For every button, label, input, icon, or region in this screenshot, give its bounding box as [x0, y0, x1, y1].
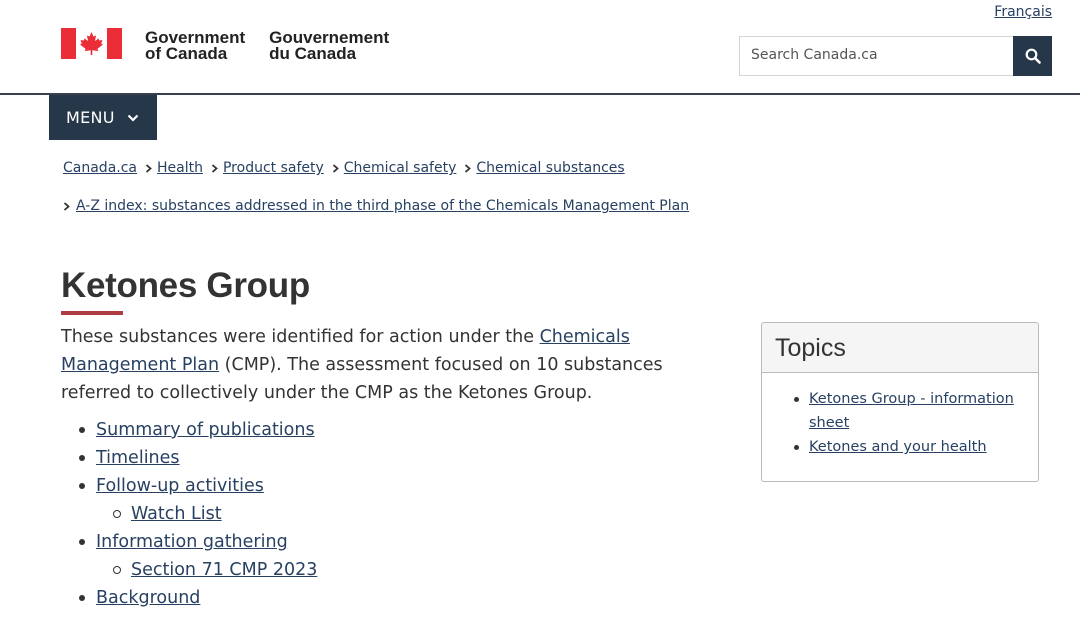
language-toggle-link[interactable]: Français	[994, 4, 1052, 20]
brand-french-line1: Gouvernement	[269, 28, 390, 47]
ketones-health-link[interactable]: Ketones and your health	[809, 439, 987, 455]
chevron-right-icon	[211, 164, 218, 173]
timelines-link[interactable]: Timelines	[96, 448, 180, 468]
information-gathering-link[interactable]: Information gathering	[96, 532, 288, 552]
topics-list	[762, 373, 1038, 459]
bullet	[794, 445, 799, 450]
bullet	[79, 539, 85, 545]
bullet	[79, 483, 85, 489]
bullet	[79, 427, 85, 433]
content-link-list	[96, 416, 317, 612]
header-divider	[0, 93, 1080, 95]
breadcrumb-product-safety[interactable]: Product safety	[222, 160, 324, 176]
bullet	[79, 595, 85, 601]
brand-french-line2: du Canada	[269, 44, 357, 63]
breadcrumb-chemical-safety[interactable]: Chemical safety	[343, 160, 457, 176]
chevron-right-icon	[145, 164, 152, 173]
topics-panel	[761, 322, 1039, 482]
list-item	[809, 435, 1038, 459]
chevron-right-icon	[63, 202, 70, 211]
chevron-down-icon	[127, 114, 139, 122]
background-link[interactable]: Background	[96, 588, 201, 608]
intro-text-start: These substances were identified for action under the	[61, 327, 540, 347]
brand-french	[269, 30, 389, 62]
bullet	[79, 455, 85, 461]
list-item	[96, 444, 317, 472]
watch-list-link[interactable]: Watch List	[131, 504, 222, 524]
chemicals-management-plan-link[interactable]: Chemicals Management Plan	[61, 327, 630, 375]
list-item	[96, 416, 317, 444]
breadcrumb-canada[interactable]: Canada.ca	[63, 160, 137, 176]
brand-english-line1: Government	[145, 28, 246, 47]
bullet	[794, 397, 799, 402]
search-button[interactable]	[1013, 36, 1052, 76]
list-item	[96, 472, 317, 500]
list-item	[96, 584, 317, 612]
bullet	[113, 566, 121, 574]
section-71-link[interactable]: Section 71 CMP 2023	[131, 560, 318, 580]
intro-paragraph	[61, 323, 721, 407]
topics-heading: Topics	[762, 323, 1038, 373]
government-of-canada-signature[interactable]	[61, 28, 389, 62]
list-item	[96, 528, 317, 556]
chevron-right-icon	[332, 164, 339, 173]
breadcrumb-health[interactable]: Health	[157, 160, 203, 176]
breadcrumb-row-2	[63, 198, 689, 214]
chevron-right-icon	[464, 164, 471, 173]
brand-english-line2: of Canada	[145, 44, 228, 63]
menu-button[interactable]	[49, 95, 157, 140]
canada-flag-icon	[61, 28, 122, 59]
list-item	[131, 500, 317, 528]
page-title: Ketones Group	[61, 266, 310, 305]
ketones-info-sheet-link[interactable]: Ketones Group - information sheet	[809, 391, 1014, 431]
list-item	[809, 387, 1024, 435]
list-item	[131, 556, 317, 584]
follow-up-activities-link[interactable]: Follow-up activities	[96, 476, 264, 496]
title-underline	[61, 311, 123, 315]
breadcrumb-chemical-substances[interactable]: Chemical substances	[476, 160, 625, 176]
search-icon	[1025, 48, 1041, 64]
menu-label: MENU	[66, 108, 115, 127]
summary-of-publications-link[interactable]: Summary of publications	[96, 420, 315, 440]
search-input[interactable]: Search Canada.ca	[739, 36, 1013, 76]
bullet	[113, 510, 121, 518]
breadcrumb	[63, 160, 625, 176]
intro-text-end: (CMP). The assessment focused on 10 substances referred to collectively under the CMP as the Ketones Group.	[61, 355, 663, 403]
brand-english	[145, 30, 245, 62]
breadcrumb-az-index[interactable]: A-Z index: substances addressed in the third phase of the Chemicals Management Plan	[76, 198, 690, 214]
